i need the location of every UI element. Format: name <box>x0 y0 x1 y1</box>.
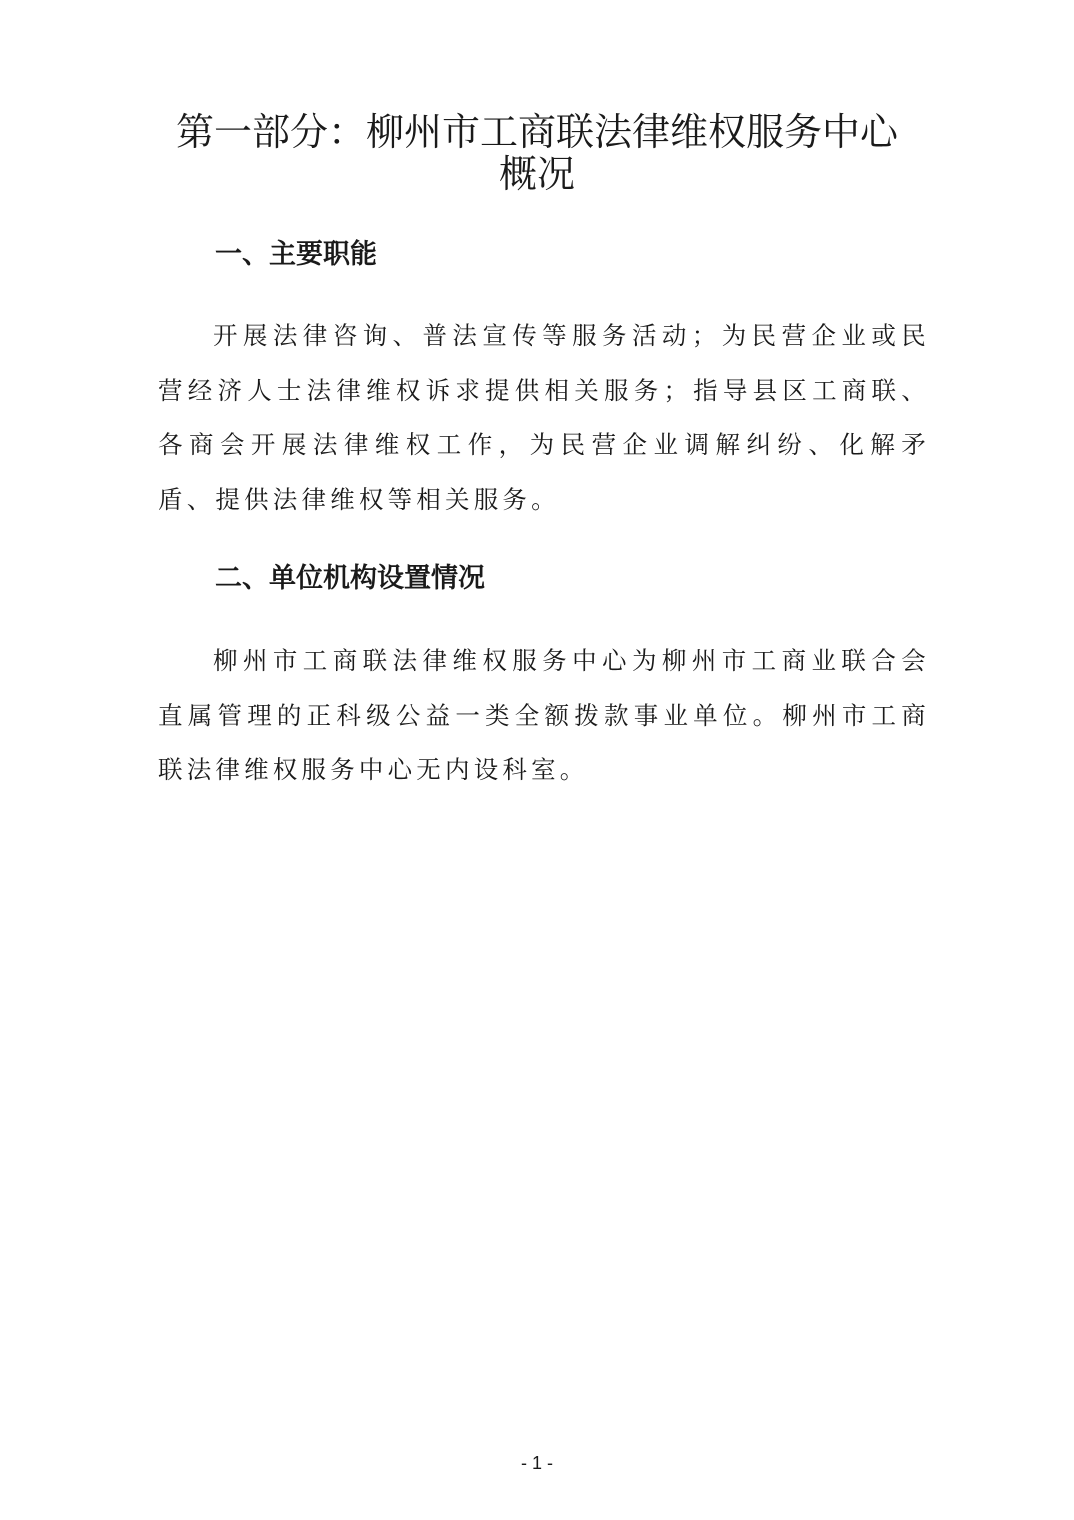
section-paragraph-organization: 柳州市工商联法律维权服务中心为柳州市工商业联合会直属管理的正科级公益一类全额拨款事业单位。柳州市工商联法律维权服务中心无内设科室。 <box>158 646 930 784</box>
section-heading-organization: 二、单位机构设置情况 <box>215 563 485 594</box>
page-number: - 1 - <box>520 1453 553 1473</box>
page-title-line-1: 第一部分：柳州市工商联法律维权服务中心 <box>175 110 898 154</box>
page-title-line-2: 概况 <box>498 152 575 196</box>
section-heading-main-functions: 一、主要职能 <box>215 239 377 270</box>
section-paragraph-main-functions: 开展法律咨询、普法宣传等服务活动；为民营企业或民营经济人士法律维权诉求提供相关服务；指导县区工商联、各商会开展法律维权工作，为民营企业调解纠纷、化解矛盾、提供法律维权等相关服务。 <box>158 321 930 514</box>
